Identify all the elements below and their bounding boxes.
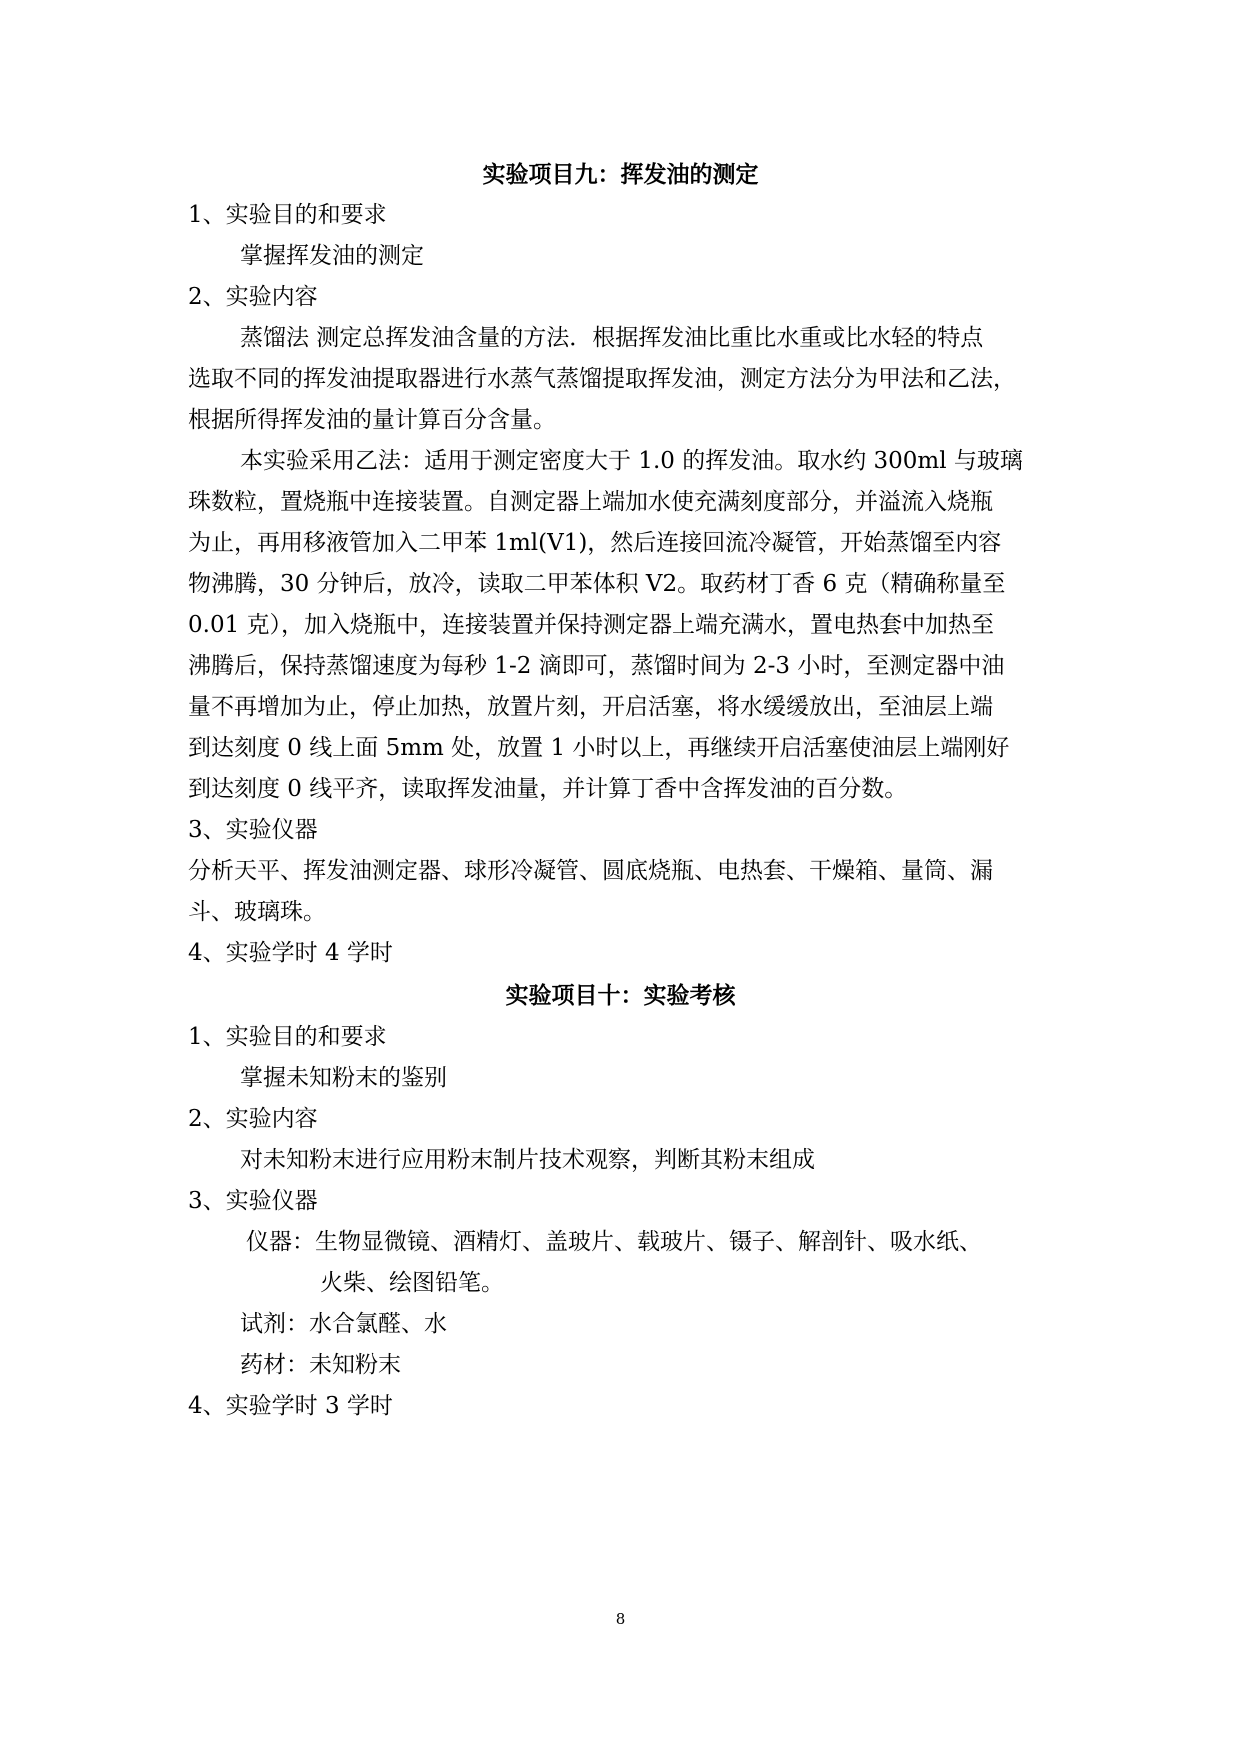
s9-para2-line: 到达刻度 0 线上面 5mm 处，放置 1 小时以上，再继续开启活塞使油层上端刚好 — [188, 735, 1010, 761]
section-10-title: 实验项目十：实验考核 — [505, 982, 736, 1009]
s10-instruments-line: 仪器：生物显微镜、酒精灯、盖玻片、载玻片、镊子、解剖针、吸水纸、 — [246, 1229, 982, 1255]
s9-para2-line: 物沸腾，30 分钟后，放冷，读取二甲苯体积 V2。取药材丁香 6 克（精确称量至 — [188, 571, 1006, 597]
s9-para2-line: 珠数粒，置烧瓶中连接装置。自测定器上端加水使充满刻度部分，并溢流入烧瓶 — [188, 489, 993, 515]
s9-purpose-text: 掌握挥发油的测定 — [240, 243, 424, 269]
s10-materials-text: 药材：未知粉末 — [240, 1352, 401, 1378]
s10-heading-purpose: 1、实验目的和要求 — [188, 1024, 387, 1050]
s9-heading-instruments: 3、实验仪器 — [188, 817, 318, 843]
s10-content-text: 对未知粉末进行应用粉末制片技术观察，判断其粉末组成 — [240, 1147, 815, 1173]
s9-para1-line: 选取不同的挥发油提取器进行水蒸气蒸馏提取挥发油，测定方法分为甲法和乙法， — [188, 366, 1016, 392]
s9-para2-line: 0.01 克），加入烧瓶中，连接装置并保持测定器上端充满水，置电热套中加热至 — [188, 612, 995, 638]
s10-heading-hours: 4、实验学时 3 学时 — [188, 1393, 393, 1419]
s9-para2-line: 沸腾后，保持蒸馏速度为每秒 1-2 滴即可，蒸馏时间为 2-3 小时，至测定器中油 — [188, 653, 1005, 679]
section-9-title: 实验项目九：挥发油的测定 — [482, 161, 759, 188]
s9-para2-line: 为止，再用移液管加入二甲苯 1ml(V1)，然后连接回流冷凝管，开始蒸馏至内容 — [188, 530, 1002, 556]
s10-reagents-text: 试剂：水合氯醛、水 — [240, 1311, 447, 1337]
s9-para1-line: 根据所得挥发油的量计算百分含量。 — [188, 407, 556, 433]
s9-para2-line: 量不再增加为止，停止加热，放置片刻，开启活塞，将水缓缓放出，至油层上端 — [188, 694, 993, 720]
s9-heading-purpose: 1、实验目的和要求 — [188, 202, 387, 228]
s9-para2-line: 本实验采用乙法：适用于测定密度大于 1.0 的挥发油。取水约 300ml 与玻璃 — [240, 448, 1023, 474]
s10-heading-content: 2、实验内容 — [188, 1106, 318, 1132]
s9-para1-line: 蒸馏法 测定总挥发油含量的方法．根据挥发油比重比水重或比水轻的特点 — [240, 325, 984, 351]
s9-instruments-line: 斗、玻璃珠。 — [188, 899, 326, 925]
s10-heading-instruments: 3、实验仪器 — [188, 1188, 318, 1214]
s10-purpose-text: 掌握未知粉末的鉴别 — [240, 1065, 447, 1091]
s9-heading-hours: 4、实验学时 4 学时 — [188, 940, 393, 966]
s9-heading-content: 2、实验内容 — [188, 284, 318, 310]
s10-instruments-line: 火柴、绘图铅笔。 — [320, 1270, 504, 1296]
page-number: 8 — [615, 1610, 626, 1628]
s9-para2-line: 到达刻度 0 线平齐，读取挥发油量，并计算丁香中含挥发油的百分数。 — [188, 776, 908, 802]
s9-instruments-line: 分析天平、挥发油测定器、球形冷凝管、圆底烧瓶、电热套、干燥箱、量筒、漏 — [188, 858, 993, 884]
